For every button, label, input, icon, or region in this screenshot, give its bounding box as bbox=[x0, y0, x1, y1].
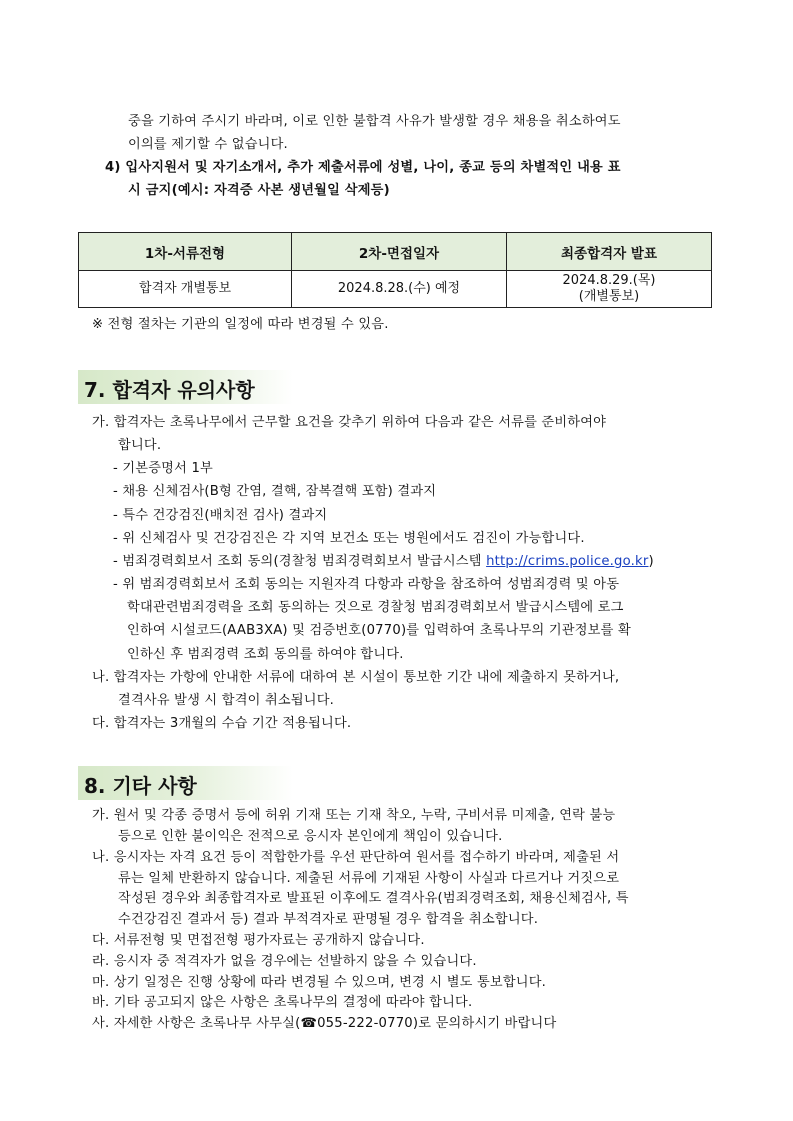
schedule-note: ※ 전형 절차는 기관의 일정에 따라 변경될 수 있음. bbox=[92, 317, 389, 332]
cell-individual-notice: 합격자 개별통보 bbox=[79, 271, 292, 308]
s7-dash-3: - 특수 건강검진(배치전 검사) 결과지 bbox=[113, 508, 328, 523]
s8-na-line-1: 나. 응시자는 자격 요건 등이 적합한가를 우선 판단하여 원서를 접수하기 바라며, 제출된 서 bbox=[92, 850, 620, 865]
schedule-table bbox=[78, 232, 712, 308]
s7-ga-line-2: 합니다. bbox=[118, 438, 162, 453]
s7-dash-6-line-4: 인하신 후 범죄경력 조회 동의를 하여야 합니다. bbox=[127, 647, 404, 662]
header-interview-date: 2차-면접일자 bbox=[292, 233, 507, 271]
s7-dash-6-line-2: 학대관련범죄경력을 조회 동의하는 것으로 경찰청 범죄경력회보서 발급시스템에 로그 bbox=[127, 600, 624, 615]
final-date: 2024.8.29.(목) bbox=[562, 273, 656, 288]
s7-na-line-1: 나. 합격자는 가항에 안내한 서류에 대하여 본 시설이 통보한 기간 내에 제출하지 못하거나, bbox=[92, 670, 620, 685]
intro-line-1: 중을 기하여 주시기 바라며, 이로 인한 불합격 사유가 발생할 경우 채용을 취소하여도 bbox=[128, 114, 621, 129]
s7-dash-5 bbox=[113, 552, 654, 572]
intro-line-2: 이의를 제기할 수 없습니다. bbox=[128, 137, 288, 152]
s8-ba: 바. 기타 공고되지 않은 사항은 초록나무의 결정에 따라야 합니다. bbox=[92, 995, 473, 1010]
section-7-heading bbox=[78, 370, 293, 404]
s8-ga-line-1: 가. 원서 및 각종 증명서 등에 허위 기재 또는 기재 착오, 누락, 구비서류 미제출, 연락 불능 bbox=[92, 808, 616, 823]
section-8-heading bbox=[78, 766, 293, 800]
s7-na-line-2: 결격사유 발생 시 합격이 취소됩니다. bbox=[118, 693, 335, 708]
s7-dash-2: - 채용 신체검사(B형 간염, 결핵, 잠복결핵 포함) 결과지 bbox=[113, 484, 437, 499]
s8-na-line-4: 수건강검진 결과서 등) 결과 부적격자로 판명될 경우 합격을 취소합니다. bbox=[118, 912, 539, 927]
s8-ga-line-2: 등으로 인한 불이익은 전적으로 응시자 본인에게 책임이 있습니다. bbox=[118, 829, 503, 844]
s7-dash-1: - 기본증명서 1부 bbox=[113, 461, 213, 476]
final-notice: (개별통보) bbox=[578, 289, 640, 304]
s8-na-line-2: 류는 일체 반환하지 않습니다. 제출된 서류에 기재된 사항이 사실과 다르거나 거짓으로 bbox=[118, 871, 620, 886]
item4-line-1: 4) 입사지원서 및 자기소개서, 추가 제출서류에 성별, 나이, 종교 등의 차별적인 내용 표 bbox=[105, 160, 621, 175]
cell-interview-date: 2024.8.28.(수) 예정 bbox=[292, 271, 507, 308]
s8-ma: 마. 상기 일정은 진행 상황에 따라 변경될 수 있으며, 변경 시 별도 통보합니다. bbox=[92, 975, 547, 990]
schedule-data-row bbox=[79, 271, 712, 308]
s8-na-line-3: 작성된 경우와 최종합격자로 발표된 이후에도 결격사유(범죄경력조회, 채용신체검사, 특 bbox=[118, 891, 629, 906]
crims-link[interactable]: http://crims.police.go.kr bbox=[486, 554, 649, 569]
s7-ga-line-1: 가. 합격자는 초록나무에서 근무할 요건을 갖추기 위하여 다음과 같은 서류를 준비하여야 bbox=[92, 415, 607, 430]
s8-sa: 사. 자세한 사항은 초록나무 사무실(☎055-222-0770)로 문의하시기 바랍니다 bbox=[92, 1016, 557, 1031]
s7-dash-5-close: ) bbox=[648, 554, 654, 569]
section-8-title: 8. 기타 사항 bbox=[84, 774, 197, 798]
s8-ra: 라. 응시자 중 적격자가 없을 경우에는 선발하지 않을 수 있습니다. bbox=[92, 954, 477, 969]
item4-line-2: 시 금지(예시: 자격증 사본 생년월일 삭제등) bbox=[128, 183, 390, 198]
cell-final-date bbox=[507, 271, 712, 308]
s7-dash-6-line-3: 인하여 시설코드(AAB3XA) 및 검증번호(0770)를 입력하여 초록나무의 기관정보를 확 bbox=[127, 623, 631, 638]
s7-dash-4: - 위 신체검사 및 건강검진은 각 지역 보건소 또는 병원에서도 검진이 가능합니다. bbox=[113, 531, 585, 546]
s8-da: 다. 서류전형 및 면접전형 평가자료는 공개하지 않습니다. bbox=[92, 933, 425, 948]
section-7-title: 7. 합격자 유의사항 bbox=[84, 378, 255, 402]
s7-dash-6-line-1: - 위 범죄경력회보서 조회 동의는 지원자격 다항과 라항을 참조하여 성범죄경력 및 아동 bbox=[113, 577, 620, 592]
schedule-header-row bbox=[79, 233, 712, 271]
s7-da: 다. 합격자는 3개월의 수습 기간 적용됩니다. bbox=[92, 716, 352, 731]
header-document-screening: 1차-서류전형 bbox=[79, 233, 292, 271]
header-final-announcement: 최종합격자 발표 bbox=[507, 233, 712, 271]
s7-dash-5-text: - 범죄경력회보서 조회 동의(경찰청 범죄경력회보서 발급시스템 bbox=[113, 554, 487, 569]
